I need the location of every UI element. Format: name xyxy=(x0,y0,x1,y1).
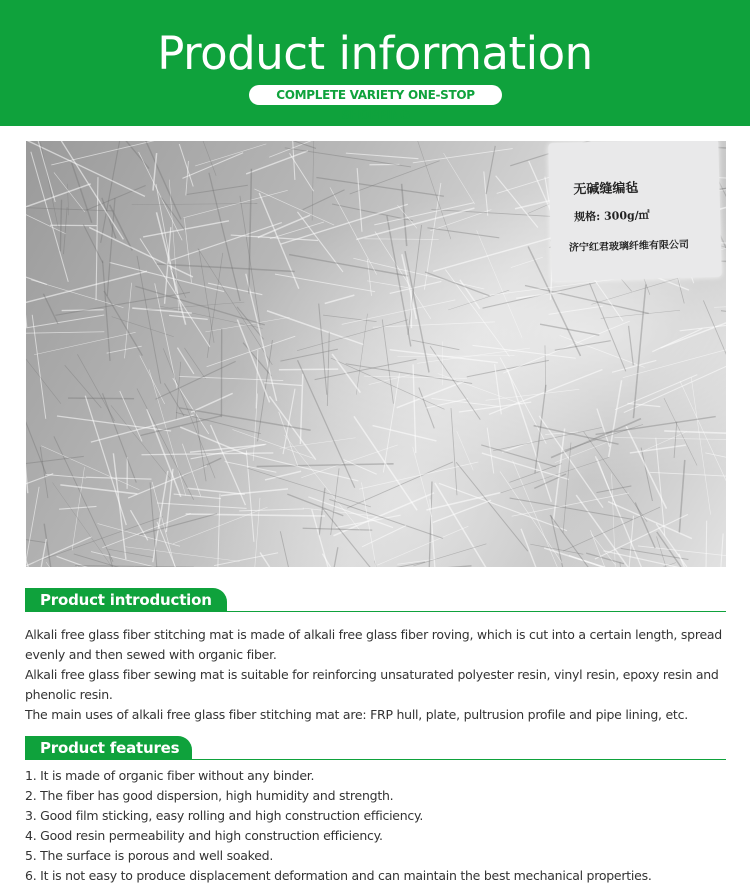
intro-paragraph: Alkali free glass fiber stitching mat is made of alkali free glass fiber roving, which is cut into a certain length, spread evenly and then sewed with organic fiber. xyxy=(25,627,722,662)
header-banner xyxy=(0,0,750,126)
intro-paragraph: Alkali free glass fiber sewing mat is suitable for reinforcing unsaturated polyester resin, vinyl resin, epoxy resin and phenolic resin. xyxy=(25,667,719,702)
features-heading: Product features xyxy=(25,736,192,760)
feature-item: 2. The fiber has good dispersion, high humidity and strength. xyxy=(25,788,394,803)
features-list xyxy=(25,766,730,886)
label-product-spec: 规格: 300g/㎡ xyxy=(573,208,650,224)
header-tagline: COMPLETE VARIETY ONE-STOP SHOPPING xyxy=(249,85,502,105)
label-product-name: 无碱缝编毡 xyxy=(573,180,639,198)
introduction-heading: Product introduction xyxy=(25,588,227,612)
page-title: Product information xyxy=(157,27,593,80)
feature-item: 4. Good resin permeability and high construction efficiency. xyxy=(25,828,383,843)
product-photo xyxy=(26,141,726,567)
product-label-card xyxy=(548,141,722,281)
feature-item: 6. It is not easy to produce displacement deformation and can maintain the best mechanical properties. xyxy=(25,868,652,883)
features-section-header xyxy=(25,736,726,760)
introduction-section-header xyxy=(25,588,726,612)
feature-item: 3. Good film sticking, easy rolling and high construction efficiency. xyxy=(25,808,424,823)
label-company-name: 济宁红君玻璃纤维有限公司 xyxy=(568,239,690,254)
feature-item: 5. The surface is porous and well soaked. xyxy=(25,848,274,863)
intro-paragraph: The main uses of alkali free glass fiber stitching mat are: FRP hull, plate, pultrusion profile and pipe lining, etc. xyxy=(25,707,688,722)
feature-item: 1. It is made of organic fiber without any binder. xyxy=(25,768,315,783)
